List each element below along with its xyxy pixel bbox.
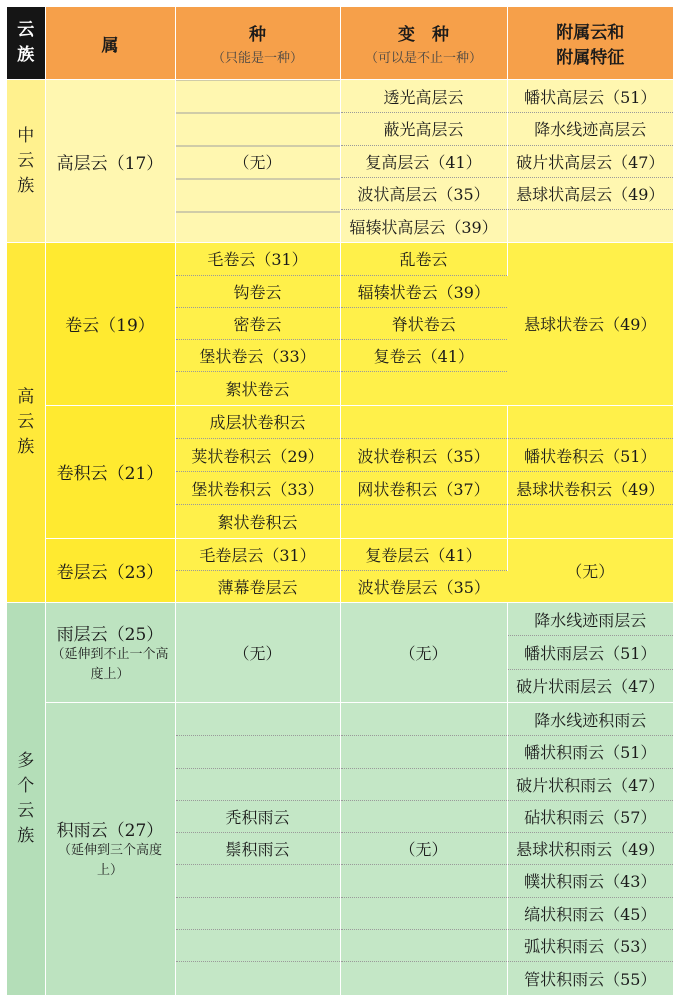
species-cell: [175, 897, 340, 929]
variety-cell: 辐辏状高层云（39）: [340, 210, 507, 243]
species-cell: [175, 962, 340, 996]
species-cell: 絮状卷积云: [175, 505, 340, 538]
genus-cumulonimbus: 积雨云（27） （延伸到三个高度上）: [45, 702, 175, 995]
family-middle: 中云族: [7, 80, 45, 243]
accessory-cell: 幡状雨层云（51）: [507, 636, 673, 669]
variety-cell: 波状高层云（35）: [340, 177, 507, 209]
variety-cell: 脊状卷云: [340, 307, 507, 339]
header-family: 云族: [7, 7, 45, 80]
variety-cell: 网状卷积云（37）: [340, 472, 507, 505]
header-row: [7, 7, 673, 80]
accessory-cell: 降水线迹雨层云: [507, 603, 673, 636]
species-cell: 成层状卷积云: [175, 405, 340, 438]
table-row: [7, 603, 673, 636]
variety-cell: 波状卷积云（35）: [340, 438, 507, 471]
table-row: [7, 702, 673, 735]
accessory-cell: 砧状积雨云（57）: [507, 800, 673, 832]
species-cell: [175, 736, 340, 768]
species-cell: [175, 929, 340, 961]
genus-nimbostratus: 雨层云（25） （延伸到不止一个高度上）: [45, 603, 175, 703]
accessory-cell: 幡状高层云（51）: [507, 80, 673, 113]
accessory-cell: 幡状卷积云（51）: [507, 438, 673, 471]
species-cell: [175, 702, 340, 735]
species-none: （无）: [175, 80, 340, 243]
species-cell: 密卷云: [175, 307, 340, 339]
table-row: [7, 538, 673, 570]
accessory-cell: 降水线迹积雨云: [507, 702, 673, 735]
table-row: [7, 80, 673, 113]
accessory-cell: 管状积雨云（55）: [507, 962, 673, 996]
header-variety: 变 种 （可以是不止一种）: [340, 7, 507, 80]
variety-cell: [340, 505, 507, 538]
accessory-cell: 弧状积雨云（53）: [507, 929, 673, 961]
species-cell: 钩卷云: [175, 275, 340, 307]
cloud-classification-table: [7, 7, 673, 995]
variety-none: （无）: [340, 833, 507, 865]
species-cell: 絮状卷云: [175, 372, 340, 405]
accessory-cell: [507, 405, 673, 438]
table-row: [7, 405, 673, 438]
accessory-cell: 悬球状积雨云（49）: [507, 833, 673, 865]
family-high: 高云族: [7, 243, 45, 603]
accessory-cell: [507, 505, 673, 538]
variety-cell: [340, 962, 507, 996]
header-genus: 属: [45, 7, 175, 80]
accessory-cell: 幞状积雨云（43）: [507, 865, 673, 897]
variety-cell: 辐辏状卷云（39）: [340, 275, 507, 307]
variety-cell: 复高层云（41）: [340, 145, 507, 177]
accessory-cell: [507, 210, 673, 243]
accessory-cell: 破片状高层云（47）: [507, 145, 673, 177]
species-cell: 鬃积雨云: [175, 833, 340, 865]
accessory-cell: 破片状积雨云（47）: [507, 768, 673, 800]
variety-cell: 蔽光高层云: [340, 113, 507, 145]
species-cell: 毛卷云（31）: [175, 243, 340, 275]
accessory-cell: 缟状积雨云（45）: [507, 897, 673, 929]
variety-cell: 复卷云（41）: [340, 340, 507, 372]
accessory-cell: 降水线迹高层云: [507, 113, 673, 145]
accessory-cell: 破片状雨层云（47）: [507, 669, 673, 702]
species-cell: [175, 768, 340, 800]
variety-none: （无）: [340, 603, 507, 703]
species-cell: 堡状卷积云（33）: [175, 472, 340, 505]
variety-cell: [340, 372, 507, 405]
genus-cirrus: 卷云（19）: [45, 243, 175, 405]
variety-cell: [340, 405, 507, 438]
variety-cell: [340, 800, 507, 832]
species-cell: 秃积雨云: [175, 800, 340, 832]
accessory-cell: 悬球状卷云（49）: [507, 243, 673, 405]
variety-cell: [340, 865, 507, 897]
header-species: 种 （只能是一种）: [175, 7, 340, 80]
accessory-none: （无）: [507, 538, 673, 603]
variety-cell: [340, 702, 507, 735]
variety-cell: [340, 768, 507, 800]
family-multi: 多个云族: [7, 603, 45, 995]
variety-cell: [340, 897, 507, 929]
species-cell: 荚状卷积云（29）: [175, 438, 340, 471]
variety-cell: [340, 736, 507, 768]
genus-cirrocumulus: 卷积云（21）: [45, 405, 175, 538]
variety-cell: 复卷层云（41）: [340, 538, 507, 570]
accessory-cell: 悬球状卷积云（49）: [507, 472, 673, 505]
species-cell: 毛卷层云（31）: [175, 538, 340, 570]
accessory-cell: 悬球状高层云（49）: [507, 177, 673, 209]
species-none: （无）: [175, 603, 340, 703]
genus-cirrostratus: 卷层云（23）: [45, 538, 175, 603]
table-row: [7, 243, 673, 275]
variety-cell: 透光高层云: [340, 80, 507, 113]
genus-altostratus: 高层云（17）: [45, 80, 175, 243]
header-accessory: 附属云和 附属特征: [507, 7, 673, 80]
accessory-cell: 幡状积雨云（51）: [507, 736, 673, 768]
species-cell: 薄幕卷层云: [175, 570, 340, 602]
variety-cell: 波状卷层云（35）: [340, 570, 507, 602]
variety-cell: [340, 929, 507, 961]
species-cell: [175, 865, 340, 897]
variety-cell: 乱卷云: [340, 243, 507, 275]
species-cell: 堡状卷云（33）: [175, 340, 340, 372]
